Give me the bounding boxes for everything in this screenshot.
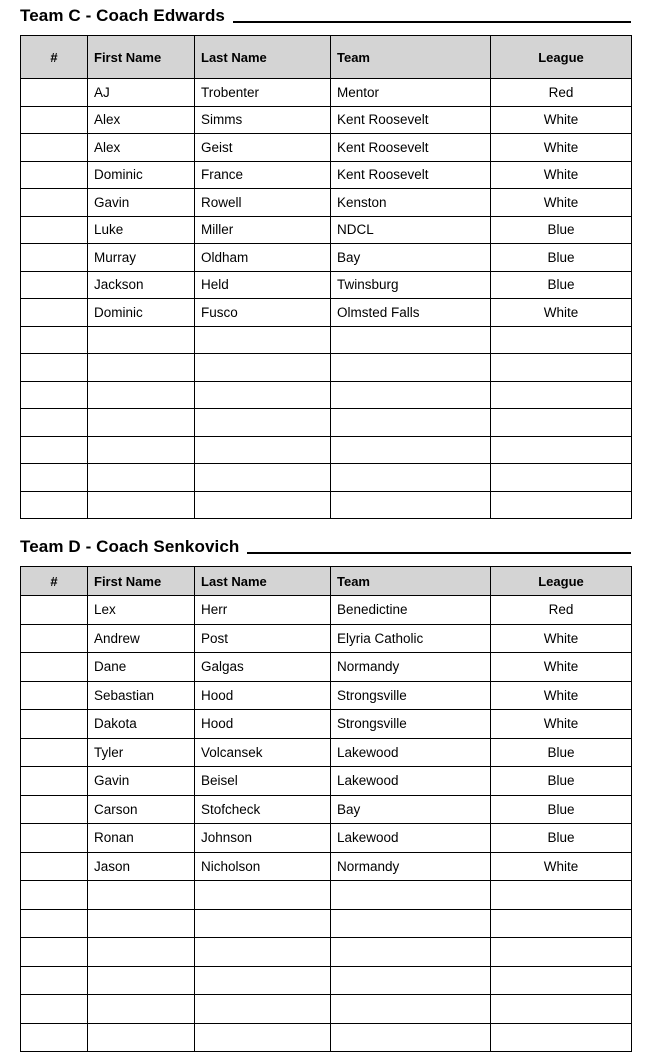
cell-team [331,909,491,938]
cell-last-name [195,381,331,409]
cell-number [21,299,88,327]
cell-last-name [195,881,331,910]
cell-first-name [88,909,195,938]
page-title: Team C - Coach Edwards [20,6,225,25]
table-row [21,909,632,938]
cell-first-name [88,966,195,995]
cell-last-name [195,436,331,464]
cell-last-name: Geist [195,134,331,162]
cell-last-name: Galgas [195,653,331,682]
table-row [21,681,632,710]
cell-last-name: Trobenter [195,79,331,107]
cell-last-name [195,326,331,354]
cell-league: White [491,710,632,739]
cell-team [331,881,491,910]
cell-team: Strongsville [331,710,491,739]
table-row [21,189,632,217]
table-row [21,409,632,437]
cell-number [21,966,88,995]
cell-team: Mentor [331,79,491,107]
cell-last-name: Herr [195,596,331,625]
cell-last-name: Hood [195,710,331,739]
cell-first-name: Luke [88,216,195,244]
table-row [21,464,632,492]
cell-league [491,326,632,354]
column-header-team: Team [331,567,491,596]
cell-league: White [491,624,632,653]
cell-last-name: Johnson [195,824,331,853]
table-row [21,106,632,134]
cell-last-name: Beisel [195,767,331,796]
cell-team: Kent Roosevelt [331,161,491,189]
section-title-team-d: Team D - Coach Senkovich [20,537,240,556]
cell-league [491,909,632,938]
cell-number [21,244,88,272]
cell-first-name: Ronan [88,824,195,853]
table-row [21,326,632,354]
table-row [21,354,632,382]
table-body-team-d [21,596,632,1052]
cell-team [331,491,491,519]
cell-number [21,216,88,244]
cell-first-name [88,409,195,437]
cell-team: Elyria Catholic [331,624,491,653]
cell-league: White [491,299,632,327]
cell-league [491,881,632,910]
cell-league: Red [491,596,632,625]
cell-last-name: Oldham [195,244,331,272]
cell-number [21,354,88,382]
cell-league: Blue [491,738,632,767]
cell-last-name: France [195,161,331,189]
cell-number [21,881,88,910]
cell-number [21,134,88,162]
cell-number [21,596,88,625]
cell-number [21,681,88,710]
cell-team [331,966,491,995]
column-header-league: League [491,567,632,596]
cell-first-name: Dakota [88,710,195,739]
table-row [21,824,632,853]
cell-first-name: Dane [88,653,195,682]
cell-last-name [195,909,331,938]
cell-first-name [88,354,195,382]
cell-last-name: Held [195,271,331,299]
cell-league: White [491,653,632,682]
cell-first-name: Gavin [88,189,195,217]
cell-number [21,710,88,739]
cell-first-name: Jackson [88,271,195,299]
cell-team: Benedictine [331,596,491,625]
cell-number [21,161,88,189]
table-row [21,216,632,244]
cell-first-name [88,326,195,354]
cell-first-name: Lex [88,596,195,625]
table-row [21,738,632,767]
table-row [21,79,632,107]
cell-number [21,491,88,519]
cell-number [21,824,88,853]
cell-last-name: Rowell [195,189,331,217]
column-header-first-name: First Name [88,567,195,596]
cell-first-name: Tyler [88,738,195,767]
cell-last-name: Miller [195,216,331,244]
cell-league: White [491,189,632,217]
cell-league [491,966,632,995]
cell-league [491,354,632,382]
cell-number [21,271,88,299]
table-row [21,795,632,824]
cell-last-name [195,995,331,1024]
cell-league: White [491,106,632,134]
cell-number [21,624,88,653]
cell-team [331,1023,491,1052]
cell-last-name: Stofcheck [195,795,331,824]
cell-league: Red [491,79,632,107]
cell-first-name: Murray [88,244,195,272]
heading-rule [247,552,631,554]
cell-league [491,1023,632,1052]
cell-team: Strongsville [331,681,491,710]
cell-last-name [195,491,331,519]
cell-last-name: Hood [195,681,331,710]
table-row [21,161,632,189]
cell-number [21,464,88,492]
cell-team: NDCL [331,216,491,244]
section-team-d [20,531,631,1052]
table-row [21,271,632,299]
table-row [21,653,632,682]
cell-number [21,106,88,134]
table-row [21,881,632,910]
cell-league [491,491,632,519]
table-row [21,491,632,519]
cell-number [21,738,88,767]
cell-team: Kent Roosevelt [331,134,491,162]
cell-team: Normandy [331,852,491,881]
cell-first-name [88,491,195,519]
cell-last-name [195,966,331,995]
cell-first-name [88,938,195,967]
cell-team [331,354,491,382]
cell-team: Bay [331,244,491,272]
table-header-row [21,567,632,596]
cell-league [491,409,632,437]
cell-league: Blue [491,767,632,796]
cell-league [491,995,632,1024]
table-row [21,381,632,409]
cell-number [21,409,88,437]
table-row [21,624,632,653]
section-spacer [20,519,631,531]
cell-number [21,381,88,409]
cell-team [331,381,491,409]
cell-number [21,767,88,796]
cell-first-name: Sebastian [88,681,195,710]
cell-number [21,909,88,938]
cell-last-name [195,409,331,437]
cell-first-name: Alex [88,134,195,162]
table-row [21,1023,632,1052]
cell-last-name [195,464,331,492]
cell-number [21,436,88,464]
table-row [21,767,632,796]
cell-league: White [491,161,632,189]
column-header-team: Team [331,36,491,79]
cell-team: Lakewood [331,824,491,853]
cell-number [21,995,88,1024]
table-row [21,134,632,162]
cell-team: Lakewood [331,738,491,767]
cell-first-name: Andrew [88,624,195,653]
cell-last-name: Nicholson [195,852,331,881]
cell-team: Normandy [331,653,491,682]
cell-first-name [88,381,195,409]
cell-first-name: AJ [88,79,195,107]
cell-team: Twinsburg [331,271,491,299]
cell-last-name [195,1023,331,1052]
cell-team: Olmsted Falls [331,299,491,327]
column-header-number: # [21,36,88,79]
table-header-row [21,36,632,79]
section-heading-team-d [20,531,631,557]
cell-number [21,852,88,881]
cell-league: White [491,852,632,881]
table-row [21,938,632,967]
cell-team [331,938,491,967]
cell-first-name [88,436,195,464]
cell-team [331,409,491,437]
cell-number [21,938,88,967]
cell-team [331,326,491,354]
cell-team: Kenston [331,189,491,217]
cell-team: Lakewood [331,767,491,796]
cell-league [491,464,632,492]
cell-team [331,464,491,492]
heading-rule [233,21,631,23]
column-header-last-name: Last Name [195,567,331,596]
cell-team: Kent Roosevelt [331,106,491,134]
roster-table-team-c [20,35,632,519]
column-header-last-name: Last Name [195,36,331,79]
cell-league: Blue [491,271,632,299]
cell-team [331,995,491,1024]
table-row [21,244,632,272]
cell-number [21,795,88,824]
cell-league: Blue [491,216,632,244]
cell-first-name [88,995,195,1024]
cell-league [491,381,632,409]
cell-league: White [491,681,632,710]
column-header-league: League [491,36,632,79]
cell-first-name [88,1023,195,1052]
cell-first-name [88,881,195,910]
cell-number [21,79,88,107]
cell-last-name: Post [195,624,331,653]
cell-league: Blue [491,795,632,824]
cell-number [21,653,88,682]
cell-last-name [195,938,331,967]
table-row [21,710,632,739]
section-team-c [20,0,631,519]
column-header-first-name: First Name [88,36,195,79]
cell-first-name: Carson [88,795,195,824]
section-heading-team-c [20,0,631,26]
cell-team: Bay [331,795,491,824]
table-body-team-c [21,79,632,519]
table-row [21,966,632,995]
cell-number [21,1023,88,1052]
column-header-number: # [21,567,88,596]
cell-team [331,436,491,464]
roster-table-team-d [20,566,632,1052]
cell-first-name: Alex [88,106,195,134]
cell-number [21,189,88,217]
table-row [21,995,632,1024]
table-row [21,852,632,881]
cell-last-name: Volcansek [195,738,331,767]
cell-first-name: Dominic [88,161,195,189]
cell-last-name [195,354,331,382]
cell-league: Blue [491,824,632,853]
cell-first-name: Dominic [88,299,195,327]
cell-number [21,326,88,354]
table-row [21,596,632,625]
cell-league [491,938,632,967]
table-row [21,299,632,327]
cell-last-name: Simms [195,106,331,134]
cell-first-name [88,464,195,492]
cell-league: White [491,134,632,162]
cell-league [491,436,632,464]
cell-league: Blue [491,244,632,272]
table-row [21,436,632,464]
cell-last-name: Fusco [195,299,331,327]
cell-first-name: Jason [88,852,195,881]
cell-first-name: Gavin [88,767,195,796]
